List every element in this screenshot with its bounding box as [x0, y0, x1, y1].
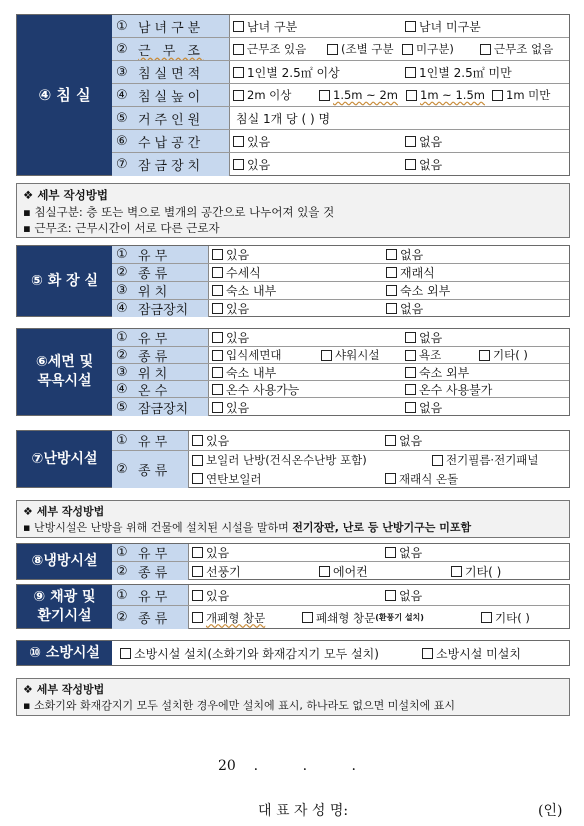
- row-cooling-type: ② 종 류 선풍기 에어컨 기타( ): [112, 562, 569, 580]
- checkbox-icon: [385, 435, 396, 446]
- checkbox-icon: [481, 612, 492, 623]
- checkbox-icon: [402, 44, 413, 55]
- row-storage: ⑥ 수납공간 있음 없음: [112, 130, 569, 153]
- checkbox-icon: [212, 267, 223, 278]
- checkbox-icon: [212, 332, 223, 343]
- checkbox-height-under-1m[interactable]: 1m 미만: [492, 84, 550, 106]
- checkbox-icon: [212, 249, 223, 260]
- representative-label: 대 표 자 성 명:: [258, 803, 349, 819]
- washroom-header: ⑥세면 및 목욕시설: [17, 329, 112, 415]
- checkbox-wash-no[interactable]: 없음: [405, 329, 442, 346]
- checkbox-toilet-lock-no[interactable]: 없음: [386, 300, 423, 317]
- checkbox-icon: [385, 590, 396, 601]
- checkbox-toilet-no[interactable]: 없음: [386, 246, 423, 263]
- checkbox-wash-lock-no[interactable]: 없음: [405, 398, 442, 416]
- checkbox-icon: [321, 350, 332, 361]
- row-wash-lock: ⑤ 잠금장치 있음 없음: [112, 398, 569, 416]
- checkbox-hotwater-yes[interactable]: 온수 사용가능: [212, 381, 299, 397]
- row-toilet-location: ③ 위 치 숙소 내부 숙소 외부: [112, 282, 569, 300]
- checkbox-heating-boiler[interactable]: 보일러 난방(건식온수난방 포함): [192, 451, 367, 470]
- ventilation-header: ⑨ 채광 및 환기시설: [17, 585, 112, 628]
- checkbox-icon: [233, 21, 244, 32]
- heating-header: ⑦난방시설: [17, 431, 112, 487]
- checkbox-lock-yes[interactable]: 있음: [233, 153, 270, 176]
- checkbox-icon: [405, 384, 416, 395]
- checkbox-icon: [386, 267, 397, 278]
- checkbox-vent-yes[interactable]: 있음: [192, 585, 229, 605]
- checkbox-lock-no[interactable]: 없음: [405, 153, 442, 176]
- row-occupants: ⑤ 거주인원 침실 1개 당 ( ) 명: [112, 107, 569, 130]
- checkbox-icon: [233, 90, 244, 101]
- row-wash-hotwater: ④ 온 수 온수 사용가능 온수 사용불가: [112, 381, 569, 398]
- checkbox-icon: [233, 159, 244, 170]
- row-wash-exists: ① 유 무 있음 없음: [112, 329, 569, 347]
- checkbox-storage-no[interactable]: 없음: [405, 130, 442, 152]
- fire-header: ⑩ 소방시설: [17, 641, 112, 665]
- checkbox-icon: [192, 473, 203, 484]
- checkbox-cooling-fan[interactable]: 선풍기: [192, 562, 241, 580]
- checkbox-wash-shower[interactable]: 샤워시설: [321, 347, 379, 363]
- checkbox-icon: [302, 612, 313, 623]
- checkbox-icon: [405, 402, 416, 413]
- checkbox-heating-ondol[interactable]: 재래식 온돌: [385, 470, 458, 489]
- checkbox-fire-not-installed[interactable]: 소방시설 미설치: [422, 641, 521, 665]
- row-heating-type: ② 종 류 보일러 난방(건식온수난방 포함) 전기필름·전기패널 연탄보일러 재래식 온돌: [112, 451, 569, 488]
- row-toilet-exists: ① 유 무 있음 없음: [112, 246, 569, 264]
- row-gender: [112, 15, 569, 38]
- section-ventilation: [16, 584, 570, 629]
- checkbox-shift-ungrouped[interactable]: 미구분): [402, 38, 454, 60]
- checkbox-gender-separated[interactable]: 남녀 구분: [233, 15, 297, 37]
- row-toilet-lock: ④ 잠금장치 있음 없음: [112, 300, 569, 317]
- checkbox-toilet-traditional[interactable]: 재래식: [386, 264, 435, 281]
- checkbox-wash-basin[interactable]: 입식세면대: [212, 347, 282, 363]
- checkbox-shift-yes[interactable]: 근무조 있음: [233, 38, 306, 60]
- checkbox-toilet-flush[interactable]: 수세식: [212, 264, 261, 281]
- checkbox-heating-yes[interactable]: 있음: [192, 431, 229, 450]
- checkbox-icon: [192, 455, 203, 466]
- checkbox-vent-other[interactable]: 기타( ): [481, 606, 530, 629]
- checkbox-icon: [192, 590, 203, 601]
- checkbox-icon: [327, 44, 338, 55]
- checkbox-icon: [451, 566, 462, 577]
- row-cooling-exists: ① 유 무 있음 없음: [112, 544, 569, 562]
- checkbox-icon: [192, 612, 203, 623]
- checkbox-icon: [405, 67, 416, 78]
- checkbox-icon: [480, 44, 491, 55]
- checkbox-cooling-aircon[interactable]: 에어컨: [319, 562, 368, 580]
- section-toilet: [16, 245, 570, 317]
- checkbox-wash-bathtub[interactable]: 욕조: [405, 347, 441, 363]
- checkbox-wash-yes[interactable]: 있음: [212, 329, 249, 346]
- checkbox-icon: [319, 566, 330, 577]
- checkbox-icon: [233, 44, 244, 55]
- section-cooling: [16, 543, 570, 580]
- seal-mark[interactable]: (인): [538, 803, 563, 819]
- checkbox-area-under[interactable]: 1인별 2.5㎡ 미만: [405, 61, 512, 83]
- checkbox-icon: [386, 303, 397, 314]
- row-wash-type: ② 종 류 입식세면대 샤워시설 욕조 기타( ): [112, 347, 569, 364]
- checkbox-icon: [405, 136, 416, 147]
- occupants-field[interactable]: 침실 1개 당 ( ) 명: [236, 111, 331, 126]
- checkbox-icon: [405, 159, 416, 170]
- checkbox-heating-electric[interactable]: 전기필름·전기패널: [432, 451, 539, 470]
- row-heating-exists: ① 유 무 있음 없음: [112, 431, 569, 451]
- checkbox-icon: [386, 285, 397, 296]
- checkbox-icon: [192, 566, 203, 577]
- note-heating: ❖ 세부 작성방법 ▪ 난방시설은 난방을 위해 건물에 설치된 시설을 말하며 전기장판, 난로 등 난방기구는 미포함: [16, 500, 570, 538]
- checkbox-icon: [192, 435, 203, 446]
- checkbox-icon: [212, 350, 223, 361]
- checkbox-cooling-no[interactable]: 없음: [385, 544, 422, 561]
- checkbox-wash-inside[interactable]: 숙소 내부: [212, 364, 276, 380]
- checkbox-icon: [422, 648, 433, 659]
- checkbox-fire-installed[interactable]: 소방시설 설치(소화기와 화재감지기 모두 설치): [120, 641, 379, 665]
- bedroom-header: ④ 침 실: [17, 15, 112, 175]
- checkbox-icon: [385, 547, 396, 558]
- checkbox-toilet-lock-yes[interactable]: 있음: [212, 300, 249, 317]
- checkbox-gender-not-separated[interactable]: 남녀 미구분: [405, 15, 481, 37]
- note-fire: ❖ 세부 작성방법 ▪ 소화기와 화재감지기 모두 설치한 경우에만 설치에 표시, 하나라도 없으면 미설치에 표시: [16, 678, 570, 716]
- checkbox-icon: [385, 473, 396, 484]
- checkbox-icon: [212, 384, 223, 395]
- checkbox-icon: [319, 90, 330, 101]
- checkbox-toilet-outside[interactable]: 숙소 외부: [386, 282, 450, 299]
- checkbox-area-over[interactable]: 1인별 2.5㎡ 이상: [233, 61, 340, 83]
- checkbox-icon: [405, 332, 416, 343]
- cooling-header: ⑧냉방시설: [17, 544, 112, 579]
- section-washroom: [16, 328, 570, 416]
- checkbox-icon: [192, 547, 203, 558]
- checkbox-shift-group[interactable]: (조별 구분: [327, 38, 394, 60]
- checkbox-icon: [212, 303, 223, 314]
- row-area: ③ 침실면적 1인별 2.5㎡ 이상 1인별 2.5㎡ 미만: [112, 61, 569, 84]
- checkbox-icon: [386, 249, 397, 260]
- checkbox-storage-yes[interactable]: 있음: [233, 130, 270, 152]
- checkbox-shift-no[interactable]: 근무조 없음: [480, 38, 553, 60]
- checkbox-icon: [233, 67, 244, 78]
- row-number: ①: [116, 18, 128, 34]
- row-label: 남녀구분: [138, 20, 205, 36]
- checkbox-icon: [212, 367, 223, 378]
- date-line[interactable]: 20 . . .: [218, 758, 356, 774]
- checkbox-icon: [405, 21, 416, 32]
- checkbox-vent-open-window[interactable]: 개폐형 창문: [192, 606, 265, 629]
- checkbox-wash-outside[interactable]: 숙소 외부: [405, 364, 469, 380]
- checkbox-vent-closed-window[interactable]: 폐쇄형 창문 (환풍기 설치): [302, 606, 424, 629]
- checkbox-height-1-5m[interactable]: 1.5m ~ 2m: [319, 84, 398, 106]
- checkbox-icon: [479, 350, 490, 361]
- checkbox-icon: [406, 90, 417, 101]
- checkbox-icon: [212, 402, 223, 413]
- section-bedroom: [16, 14, 570, 176]
- checkbox-vent-no[interactable]: 없음: [385, 585, 422, 605]
- checkbox-toilet-yes[interactable]: 있음: [212, 246, 249, 263]
- checkbox-height-2m[interactable]: 2m 이상: [233, 84, 291, 106]
- row-toilet-type: ② 종 류 수세식 재래식: [112, 264, 569, 282]
- checkbox-icon: [405, 367, 416, 378]
- row-wash-location: ③ 위 치 숙소 내부 숙소 외부: [112, 364, 569, 381]
- checkbox-icon: [233, 136, 244, 147]
- checkbox-hotwater-no[interactable]: 온수 사용불가: [405, 381, 492, 397]
- row-vent-type: ② 종 류 개폐형 창문 폐쇄형 창문 (환풍기 설치) 기타( ): [112, 606, 569, 629]
- checkbox-height-1m[interactable]: 1m ~ 1.5m: [406, 84, 485, 106]
- checkbox-icon: [405, 350, 416, 361]
- section-fire: [16, 640, 570, 666]
- checkbox-heating-no[interactable]: 없음: [385, 431, 422, 450]
- row-lock: ⑦ 잠금장치 있음 없음: [112, 153, 569, 176]
- checkbox-cooling-yes[interactable]: 있음: [192, 544, 229, 561]
- checkbox-icon: [432, 455, 443, 466]
- row-shift: ② 근 무 조 근무조 있음 (조별 구분 미구분) 근무조 없음: [112, 38, 569, 61]
- toilet-header: ⑤ 화 장 실: [17, 246, 112, 316]
- checkbox-heating-briquette[interactable]: 연탄보일러: [192, 470, 262, 489]
- checkbox-cooling-other[interactable]: 기타( ): [451, 562, 501, 580]
- checkbox-wash-other[interactable]: 기타( ): [479, 347, 528, 363]
- checkbox-wash-lock-yes[interactable]: 있음: [212, 398, 249, 416]
- checkbox-icon: [120, 648, 131, 659]
- section-heating: [16, 430, 570, 488]
- row-height: ④ 침실높이 2m 이상 1.5m ~ 2m 1m ~ 1.5m 1m 미만: [112, 84, 569, 107]
- checkbox-icon: [492, 90, 503, 101]
- checkbox-icon: [212, 285, 223, 296]
- row-vent-exists: ① 유 무 있음 없음: [112, 585, 569, 606]
- note-bedroom: ❖ 세부 작성방법 ▪ 침실구분: 층 또는 벽으로 별개의 공간으로 나누어져 있을 것 ▪ 근무조: 근무시간이 서로 다른 근로자: [16, 183, 570, 238]
- checkbox-toilet-inside[interactable]: 숙소 내부: [212, 282, 276, 299]
